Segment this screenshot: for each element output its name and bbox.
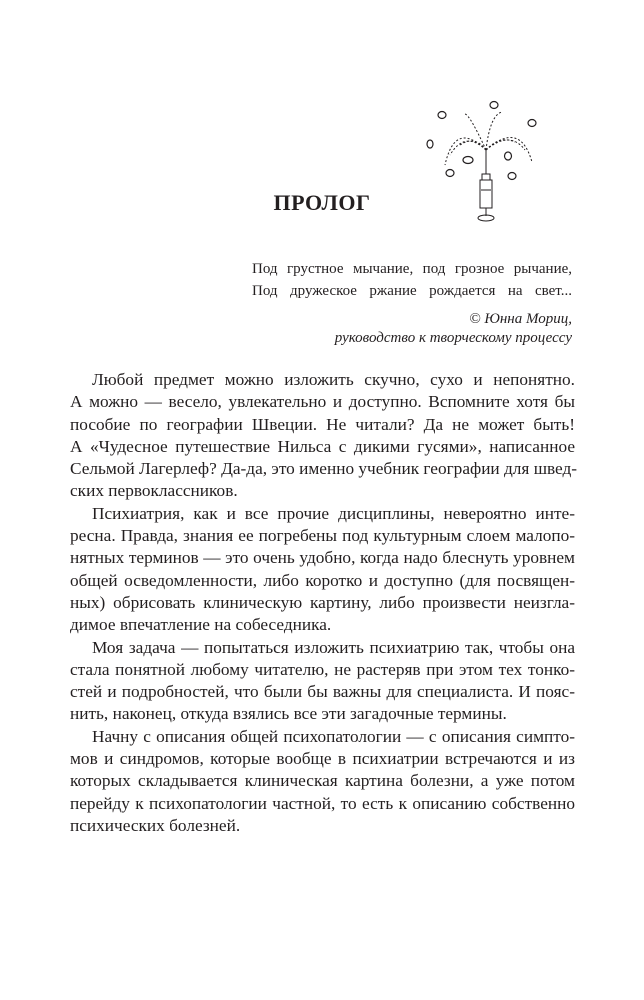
text-line: мов и синдромов, которые вообще в психиатрии встречаются и из: [70, 749, 575, 769]
text-line: пособие по географии Швеции. Не читали? Да не может быть!: [70, 414, 575, 434]
text-line: общей осведомленности, либо коротко и доступно (для посвящен-: [70, 570, 575, 590]
epigraph-verse: Под грустное мычание, под грозное рычание,: [252, 261, 572, 277]
epigraph: [252, 258, 572, 348]
epigraph-verse: Под дружеское ржание рождается на свет...: [252, 283, 572, 299]
paragraph: [70, 726, 575, 837]
text-line: психических болезней.: [70, 815, 241, 835]
text-line: которых складывается клиническая картина болезни, а уже потом: [70, 771, 575, 791]
text-line: ресна. Правда, знания ее погребены под культурным слоем малопо-: [70, 526, 575, 546]
epigraph-author: © Юнна Мориц,: [469, 311, 572, 327]
paragraph: [70, 503, 575, 637]
text-line: Любой предмет можно изложить скучно, сухо и непонятно.: [92, 370, 575, 389]
text-line: нить, наконец, откуда взялись все эти загадочные термины.: [70, 704, 507, 724]
text-line: Сельмой Лагерлеф? Да-да, это именно учебник географии для швед-: [70, 459, 578, 479]
text-line: Психиатрия, как и все прочие дисциплины, невероятно инте-: [92, 503, 575, 523]
text-line: нятных терминов — это очень удобно, когда надо блеснуть уровнем: [70, 548, 575, 568]
text-line: ных) обрисовать клиническую картину, либо произвести неизгла-: [70, 592, 575, 612]
text-line: димое впечатление на собеседника.: [70, 615, 332, 635]
text-line: стала понятной любому читателю, не растеряв при этом тех тонко-: [70, 659, 575, 679]
epigraph-source: руководство к творческому процессу: [334, 330, 572, 346]
chapter-title: ПРОЛОГ: [273, 190, 371, 215]
text-line: перейду к психопатологии частной, то есть к описанию собственно: [70, 793, 575, 813]
text-line: ских первоклассников.: [70, 481, 238, 501]
text-line: стей и подробностей, что были бы важны для специалиста. И пояс-: [70, 682, 575, 702]
paragraph: [70, 637, 575, 726]
paragraph: [70, 369, 578, 503]
text-line: А можно — весело, увлекательно и доступно. Вспомните хотя бы: [70, 392, 575, 412]
text-line: А «Чудесное путешествие Нильса с дикими гусями», написанное: [70, 436, 575, 456]
text-line: Начну с описания общей психопатологии — с описания симпто-: [92, 726, 575, 746]
body-text: [70, 369, 578, 837]
text-line: Моя задача — попытаться изложить психиатрию так, чтобы она: [92, 637, 575, 657]
